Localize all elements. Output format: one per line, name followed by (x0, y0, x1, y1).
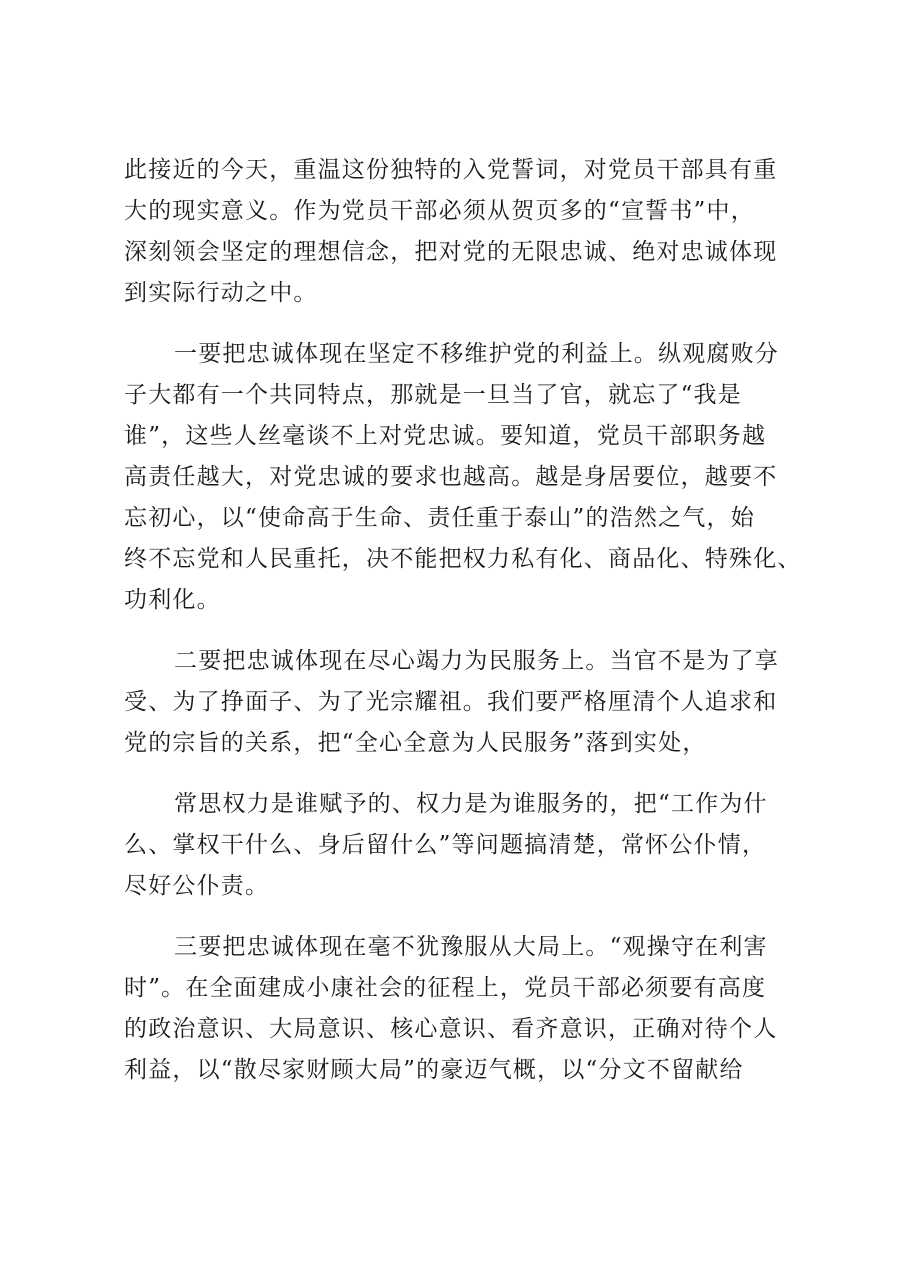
text-line: 深刻领会坚定的理想信念，把对党的无限忠诚、绝对忠诚体现 (124, 239, 778, 265)
document-body (124, 150, 909, 1091)
text-line: 终不忘党和人民重托，决不能把权力私有化、商品化、特殊化、 (124, 546, 802, 572)
text-line: 到实际行动之中。 (124, 280, 318, 306)
text-line: 时”。在全面建成小康社会的征程上，党员干部必须要有高度 (124, 975, 767, 1001)
text-line: 党的宗旨的关系，把“全心全意为人民服务”落到实处， (124, 730, 707, 756)
text-line: 谁”，这些人丝毫谈不上对党忠诚。要知道，党员干部职务越 (124, 423, 767, 449)
text-line: 忘初心，以“使命高于生命、责任重于泰山”的浩然之气，始 (124, 505, 755, 531)
text-line: 子大都有一个共同特点，那就是一旦当了官，就忘了“我是 (124, 382, 742, 408)
text-line: 三要把忠诚体现在毫不犹豫服从大局上。“观操守在利害 (174, 934, 768, 960)
text-line: 二要把忠诚体现在尽心竭力为民服务上。当官不是为了享 (174, 648, 779, 674)
text-line: 大的现实意义。作为党员干部必须从贺页多的“宣誓书”中， (124, 198, 755, 224)
text-line: 受、为了挣面子、为了光宗耀祖。我们要严格厘清个人追求和 (124, 689, 778, 715)
text-line: 一要把忠诚体现在坚定不移维护党的利益上。纵观腐败分 (174, 341, 779, 367)
text-line: 常思权力是谁赋予的、权力是为谁服务的，把“工作为什 (174, 791, 768, 817)
text-line: 此接近的今天，重温这份独特的入党誓词，对党员干部具有重 (124, 157, 778, 183)
text-line: 么、掌权干什么、身后留什么”等问题搞清楚，常怀公仆情， (124, 832, 767, 858)
text-line: 利益，以“散尽家财顾大局”的豪迈气概，以“分文不留献给 (124, 1057, 744, 1083)
text-line: 功利化。 (124, 587, 221, 613)
text-line: 高责任越大，对党忠诚的要求也越高。越是身居要位，越要不 (124, 464, 778, 490)
text-line: 尽好公仆责。 (124, 873, 270, 899)
text-line: 的政治意识、大局意识、核心意识、看齐意识，正确对待个人 (124, 1016, 778, 1042)
